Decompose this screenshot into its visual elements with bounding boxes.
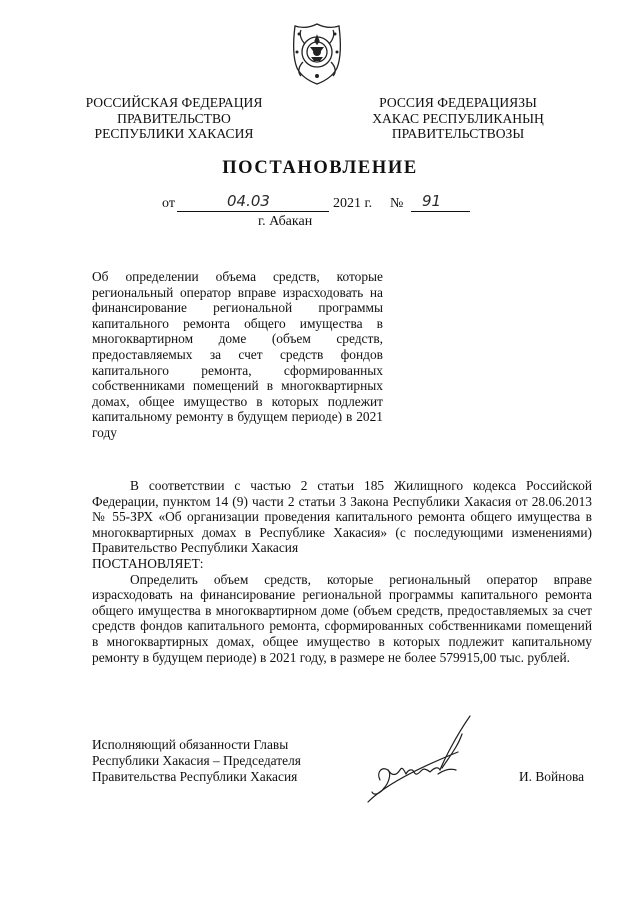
handwritten-signature <box>358 712 500 814</box>
body-paragraph: В соответствии с частью 2 статьи 185 Жилищного кодекса Российской Федерации, пунктом 14 (9) части 2 статьи 3 Закона Республики Хакасия от 28.06.2013 № 55-ЗРХ «Об организации проведения капитального ремонта общего имущества в многоквартирных домах в Республике Хакасия» (с последующими изменениями) Правительство Республики Хакасия <box>92 478 592 556</box>
header-left <box>60 95 288 142</box>
date-year: 2021 г. <box>333 196 373 211</box>
document-body <box>92 478 592 665</box>
signatory-name: И. Войнова <box>519 769 585 784</box>
document-subject: Об определении объема средств, которые региональный оператор вправе израсходовать на финансирование региональной программы капитального ремонта общего имущества в многоквартирном доме (объем средств, предоставляемых за счет средств фондов капитального ремонта, сформированных собственниками помещений в многоквартирных домах, общее имущество в которых подлежит капитальному ремонту в будущем периоде) в 2021 году <box>92 269 383 440</box>
number-sign: № <box>390 196 404 211</box>
city: г. Абакан <box>258 214 313 229</box>
document-title: ПОСТАНОВЛЕНИЕ <box>222 158 418 178</box>
header-left-line: РОССИЙСКАЯ ФЕДЕРАЦИЯ <box>85 95 263 110</box>
signatory-position-line: Исполняющий обязанности Главы <box>92 737 289 752</box>
header-right <box>350 95 566 142</box>
coat-of-arms-emblem <box>287 22 347 86</box>
handwritten-number: 91 <box>422 192 442 210</box>
signatory-position-line: Республики Хакасия – Председателя <box>92 752 301 768</box>
date-underline <box>177 211 329 212</box>
signatory-position <box>92 737 301 784</box>
signatory-position-line: Правительства Республики Хакасия <box>92 768 298 784</box>
number-underline <box>411 211 470 212</box>
handwritten-date: 04.03 <box>227 192 270 210</box>
date-prefix: от <box>162 196 175 211</box>
body-paragraph: Определить объем средств, которые региональный оператор вправе израсходовать на финансирование региональной программы капитального ремонта общего имущества в многоквартирном доме (объем средств, предоставляемых за счет средств фондов капитального ремонта, сформированных собственниками помещений в многоквартирных домах, общее имущество в которых подлежит капитальному ремонту в будущем периоде) в 2021 году, в размере не более 579915,00 тыс. рублей. <box>92 571 592 665</box>
header-right-line: ПРАВИТЕЛЬСТВОЗЫ <box>391 126 525 141</box>
header-right-line: ХАКАС РЕСПУБЛИКАНЫҢ <box>372 110 544 126</box>
header-left-line: ПРАВИТЕЛЬСТВО <box>117 110 231 126</box>
decree-word: ПОСТАНОВЛЯЕТ: <box>92 555 204 571</box>
header-left-line: РЕСПУБЛИКИ ХАКАСИЯ <box>94 126 254 141</box>
header-right-line: РОССИЯ ФЕДЕРАЦИЯЗЫ <box>379 95 537 110</box>
